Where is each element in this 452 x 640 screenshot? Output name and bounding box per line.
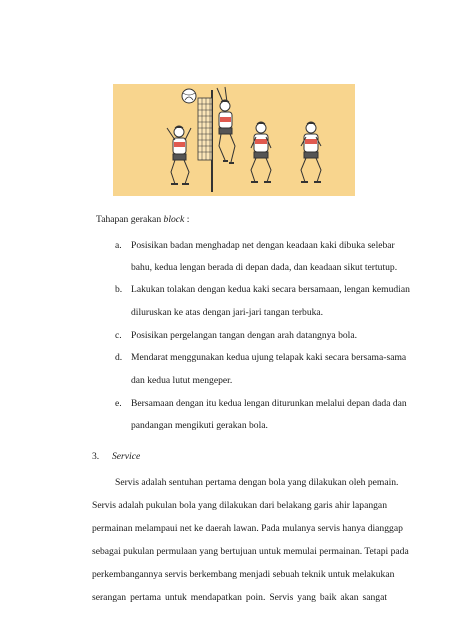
list-item-d-line-2: dan kedua lutut mengeper. (131, 375, 233, 386)
block-steps-intro: Tahapan gerakan block : (96, 214, 190, 225)
list-item-b-line-2: diluruskan ke atas dengan jari-jari tangan terbuka. (131, 307, 324, 318)
list-item-a-line-1: Posisikan badan menghadap net dengan keadaan kaki dibuka selebar (131, 240, 395, 251)
player-figure-1 (167, 126, 191, 184)
service-paragraph-line-5: perkembangannya servis berkembang menjadi sebuah teknik untuk melakukan (92, 569, 395, 580)
service-paragraph-line-1: Servis adalah sentuhan pertama dengan bola yang dilakukan oleh pemain. (115, 477, 399, 488)
list-item-marker-d: d. (115, 352, 123, 363)
list-item-e-line-1: Bersamaan dengan itu kedua lengan diturunkan melalui depan dada dan (131, 398, 407, 409)
list-item-c-line-1: Posisikan pergelangan tangan dengan arah datangnya bola. (131, 330, 358, 341)
service-paragraph-line-3: permainan melampaui net ke daerah lawan. Pada mulanya servis hanya dianggap (92, 523, 403, 534)
player-figure-4 (301, 122, 321, 182)
service-paragraph-line-4: sebagai pukulan permulaan yang bertujuan untuk memulai permainan. Tetapi pada (92, 546, 409, 557)
list-item-marker-a: a. (115, 240, 122, 251)
list-item-b-line-1: Lakukan tolakan dengan kedua kaki secara bersamaan, lengan kemudian (131, 284, 410, 295)
list-item-d-line-1: Mendarat menggunakan kedua ujung telapak kaki secara bersama-sama (131, 352, 407, 363)
block-sequence-drawing (113, 84, 355, 196)
service-paragraph-line-6: serangan pertama untuk mendapatkan poin. Servis yang baik akan sangat (92, 592, 387, 603)
list-item-e-line-2: pandangan mengikuti gerakan bola. (131, 420, 268, 431)
block-technique-illustration (113, 84, 355, 196)
volleyball-net-icon (198, 90, 212, 192)
player-figure-3 (251, 122, 271, 182)
volleyball-icon (182, 89, 196, 103)
section-heading-service: Service (112, 451, 141, 462)
list-item-a-line-2: bahu, kedua lengan berada di depan dada, dan keadaan sikut tertutup. (131, 262, 398, 273)
service-paragraph-line-2: Servis adalah pukulan bola yang dilakukan dari belakang garis ahir lapangan (92, 500, 387, 511)
list-item-marker-e: e. (115, 398, 122, 409)
list-item-marker-c: c. (115, 330, 122, 341)
section-number: 3. (92, 451, 100, 462)
list-item-marker-b: b. (115, 284, 123, 295)
player-figure-2 (217, 87, 235, 163)
